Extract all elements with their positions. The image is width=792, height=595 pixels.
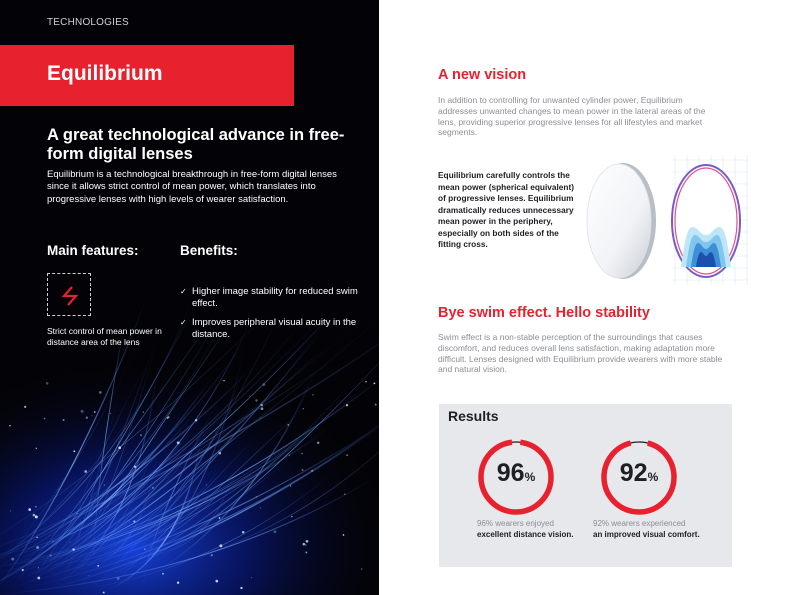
light-dot — [261, 407, 264, 410]
light-dot — [177, 441, 180, 444]
light-dot — [35, 515, 38, 518]
light-dot — [346, 454, 348, 456]
light-dot — [104, 484, 106, 486]
check-icon: ✓ — [180, 287, 187, 296]
light-dot — [28, 508, 31, 511]
lens-note: Equilibrium carefully controls the mean power (spherical equivalent) of progressive lenses. Equilibrium dramatically reduces unnecessary mean power in the periphery, especially on both sides of the fitting cross. — [438, 170, 575, 249]
light-dot — [70, 542, 71, 543]
light-dot — [291, 516, 292, 517]
benefit-text: Improves peripheral visual acuity in the distance. — [192, 317, 357, 340]
light-dot — [260, 507, 261, 508]
benefit-text: Higher image stability for reduced swim effect. — [192, 286, 358, 309]
light-dot — [305, 551, 307, 553]
light-dot — [52, 541, 54, 543]
light-dot — [219, 544, 222, 547]
left-panel — [0, 0, 379, 595]
results-heading: Results — [448, 408, 499, 424]
light-dot — [263, 383, 266, 386]
light-dot — [273, 530, 276, 533]
light-dot — [215, 580, 218, 583]
light-dot — [9, 425, 10, 426]
light-dot — [86, 417, 88, 419]
light-dot — [84, 470, 87, 473]
light-dot — [118, 446, 121, 449]
light-dot — [133, 520, 135, 522]
light-dot — [303, 408, 304, 409]
swim-text: Swim effect is a non-stable perception of the surroundings that causes discomfort, and reduces overall lens satisfaction, making adaptation more difficult. Lenses designed with Equilibrium provide wearers with more stable and natural vision. — [438, 332, 723, 375]
light-dot — [242, 531, 245, 534]
light-dot — [373, 382, 375, 384]
light-dot — [77, 513, 78, 514]
light-dot — [343, 534, 345, 536]
light-dot — [211, 554, 213, 556]
light-dot — [223, 380, 224, 381]
light-dot — [33, 514, 36, 517]
light-dot — [36, 537, 37, 538]
light-dot — [306, 540, 309, 543]
light-dot — [94, 411, 96, 413]
light-dot — [140, 434, 142, 436]
light-dot — [346, 404, 348, 406]
light-dot — [58, 489, 59, 490]
power-map-lens — [672, 165, 740, 277]
light-dot — [117, 577, 120, 580]
light-dot — [361, 568, 363, 570]
light-dot — [195, 419, 197, 421]
light-dot — [73, 450, 75, 452]
light-dot — [24, 406, 26, 408]
result-caption: 96% wearers enjoyed excellent distance vision. — [477, 519, 574, 539]
title-bar — [0, 45, 294, 106]
light-dot — [10, 510, 11, 511]
light-dot — [63, 419, 65, 421]
light-dot — [89, 575, 90, 576]
light-dot — [311, 470, 313, 472]
light-dot — [251, 577, 252, 578]
light-dot — [143, 411, 145, 413]
result-ring-distance — [476, 437, 556, 517]
light-dot — [302, 469, 304, 471]
light-dot — [99, 391, 102, 394]
page-title: Equilibrium — [47, 62, 163, 85]
light-dot — [37, 577, 40, 580]
light-dot — [72, 548, 74, 550]
light-dot — [312, 394, 314, 396]
benefit-item — [180, 286, 360, 309]
light-dot — [97, 565, 99, 567]
new-vision-heading: A new vision — [438, 67, 527, 83]
light-dot — [152, 487, 154, 489]
result-value: 96% — [496, 459, 536, 487]
feature-text: Strict control of mean power in distance area of the lens — [47, 326, 162, 347]
light-dot — [365, 381, 367, 383]
light-dot — [81, 410, 84, 413]
light-dot — [249, 396, 250, 397]
light-dot — [305, 544, 306, 545]
light-dot — [11, 558, 14, 561]
light-dot — [134, 466, 136, 468]
light-dot — [260, 418, 261, 419]
intro-paragraph: Equilibrium is a technological breakthrough in free-form digital lenses since it allows strict control of mean power, which translates into progressive lenses with high levels of wearer satisfaction. — [47, 169, 337, 205]
light-dot — [91, 415, 92, 416]
lens-illustration — [583, 155, 748, 285]
light-dot — [35, 506, 37, 508]
light-dot — [103, 592, 105, 594]
light-dot — [177, 581, 179, 583]
light-dot — [36, 546, 39, 549]
light-dot — [240, 587, 242, 589]
feature-icon-box — [47, 273, 91, 316]
light-dot — [206, 484, 207, 485]
result-ring-comfort — [599, 437, 679, 517]
light-dot — [289, 455, 290, 456]
check-icon: ✓ — [180, 318, 187, 327]
light-dot — [22, 569, 24, 571]
light-dot — [303, 543, 306, 546]
light-dot — [110, 413, 111, 414]
light-dot — [256, 496, 257, 497]
result-caption: 92% wearers experienced an improved visual comfort. — [593, 519, 700, 539]
main-features-heading: Main features: — [47, 243, 139, 258]
light-dot — [290, 485, 291, 486]
light-dot — [344, 494, 345, 495]
light-dot — [218, 452, 221, 455]
benefit-item — [180, 317, 360, 340]
light-dot — [49, 554, 51, 556]
swim-heading: Bye swim effect. Hello stability — [438, 305, 650, 321]
section-label: TECHNOLOGIES — [47, 17, 129, 28]
light-dot — [36, 448, 37, 449]
light-dot — [301, 453, 303, 455]
light-dot — [44, 418, 46, 420]
light-dot — [219, 517, 221, 519]
light-dot — [167, 417, 169, 419]
light-dot — [260, 404, 262, 406]
headline: A great technological advance in free-form digital lenses — [47, 126, 345, 163]
light-dot — [375, 404, 377, 406]
results-panel — [439, 404, 732, 567]
benefits-heading: Benefits: — [180, 243, 238, 258]
new-vision-text: In addition to controlling for unwanted cylinder power, Equilibrium addresses unwanted changes to mean power in the lateral areas of the lens, providing superior progressive lenses for all lifestyles and market segments. — [438, 95, 706, 138]
light-dot — [144, 548, 146, 550]
light-dot — [287, 424, 289, 426]
light-dot — [255, 399, 257, 401]
light-dot — [38, 567, 39, 568]
light-dot — [46, 382, 49, 385]
lens-side-view — [587, 163, 656, 279]
result-value: 92% — [619, 459, 659, 487]
light-dot — [317, 442, 319, 444]
lightning-icon — [59, 285, 81, 307]
light-dot — [162, 573, 164, 575]
